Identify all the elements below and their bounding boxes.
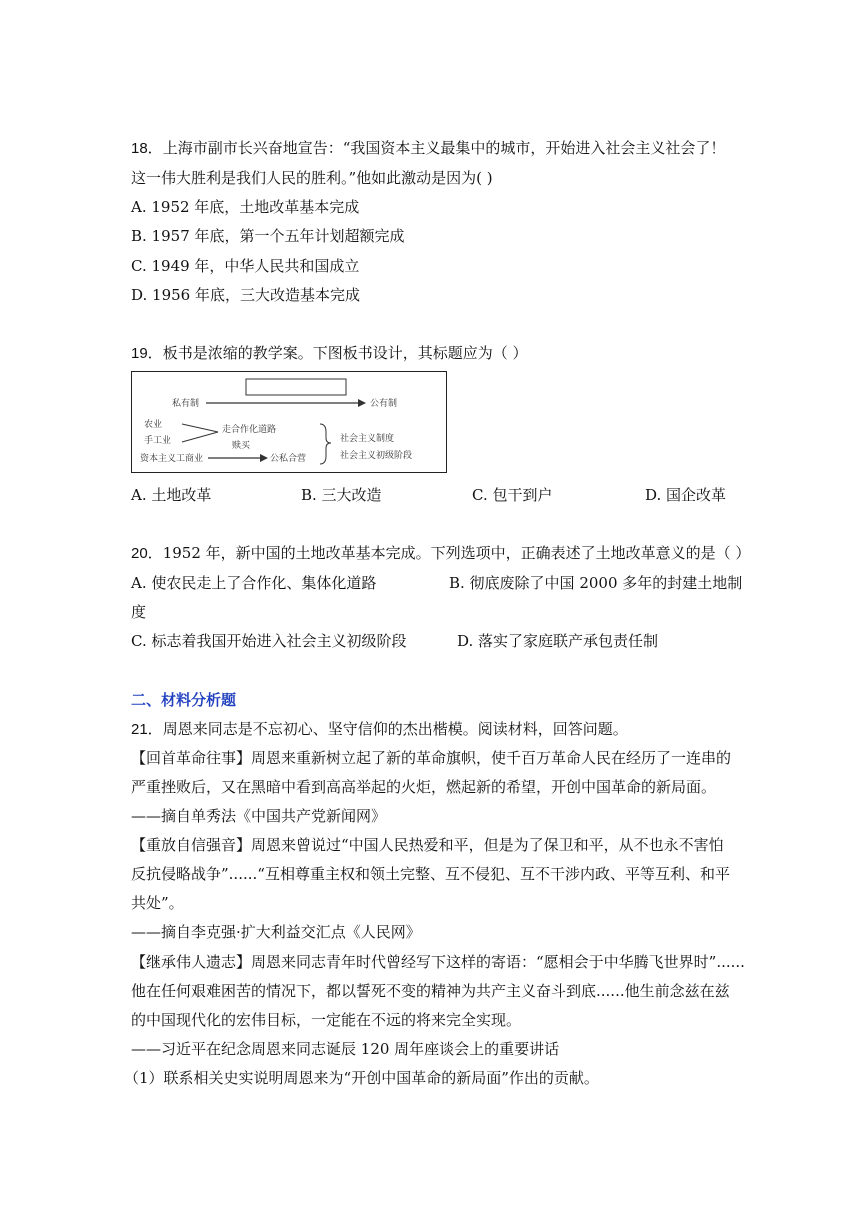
diagram-capitalist: 资本主义工商业 xyxy=(140,454,204,464)
q20-option-c[interactable]: C. 标志着我国开始进入社会主义初级阶段 xyxy=(131,632,407,650)
q21-stem xyxy=(131,719,628,740)
q21-source-2: ——摘自李克强·扩大利益交汇点《人民网》 xyxy=(131,923,421,941)
q18-stem-line2: 这一伟大胜利是我们人民的胜利。”他如此激动是因为( ) xyxy=(131,169,493,187)
q18-number: 18． xyxy=(131,140,163,157)
q18-option-b[interactable]: B. 1957 年底，第一个五年计划超额完成 xyxy=(131,227,405,245)
q21-stem-text: 周恩来同志是不忘初心、坚守信仰的杰出楷模。阅读材料，回答问题。 xyxy=(162,720,628,738)
q18-option-a[interactable]: A. 1952 年底，土地改革基本完成 xyxy=(131,198,360,216)
q21-material-1-line1: 【回首革命往事】周恩来重新树立起了新的革命旗帜，使千百万革命人民在经历了一连串的 xyxy=(131,749,732,767)
diagram-buyout: 赎买 xyxy=(232,441,251,451)
q20-option-b-cont: 度 xyxy=(131,603,147,621)
q20-stem-text: 1952 年，新中国的土地改革基本完成。下列选项中，正确表述了土地改革意义的是（ ） xyxy=(162,544,751,562)
q18-option-c[interactable]: C. 1949 年，中华人民共和国成立 xyxy=(131,257,360,275)
q21-source-1: ——摘自单秀法《中国共产党新闻网》 xyxy=(131,807,387,825)
q20-option-d[interactable]: D. 落实了家庭联产承包责任制 xyxy=(457,632,659,650)
q21-source-3: ——习近平在纪念周恩来同志诞辰 120 周年座谈会上的重要讲话 xyxy=(131,1040,560,1058)
diagram-handicraft: 手工业 xyxy=(144,436,172,446)
q21-material-1-line2: 严重挫败后，又在黑暗中看到高高举起的火炬，燃起新的希望，开创中国革命的新局面。 xyxy=(131,778,717,796)
diagram-private: 私有制 xyxy=(172,399,200,409)
q19-option-b[interactable]: B. 三大改造 xyxy=(301,486,382,504)
q19-option-d[interactable]: D. 国企改革 xyxy=(645,486,727,504)
diagram-public: 公有制 xyxy=(370,399,398,409)
q20-stem xyxy=(131,543,750,564)
q19-stem xyxy=(131,343,527,364)
diagram-primary-stage: 社会主义初级阶段 xyxy=(340,451,413,461)
section-heading: 二、材料分析题 xyxy=(131,691,237,709)
q21-number: 21． xyxy=(131,721,163,738)
q18-stem-text: 上海市副市长兴奋地宣告：“我国资本主义最集中的城市，开始进入社会主义社会了！ xyxy=(162,139,726,157)
q19-stem-text: 板书是浓缩的教学案。下图板书设计，其标题应为（ ） xyxy=(162,344,528,362)
diagram-coop-path: 走合作化道路 xyxy=(222,425,277,435)
title-blank-box xyxy=(246,379,346,395)
q21-material-3-line3: 的中国现代化的宏伟目标，一定能在不远的将来完全实现。 xyxy=(131,1011,522,1029)
q20-option-b[interactable]: B. 彻底废除了中国 2000 多年的封建土地制 xyxy=(449,574,743,592)
coop-chevron xyxy=(182,424,218,442)
q21-material-2-line1: 【重放自信强音】周恩来曾说过“中国人民热爱和平，但是为了保卫和平，从不也永不害怕 xyxy=(131,836,724,854)
q21-material-2-line3: 共处”。 xyxy=(131,894,184,912)
brace xyxy=(320,424,331,464)
board-diagram xyxy=(131,371,447,473)
diagram-socialist-system: 社会主义制度 xyxy=(340,434,395,444)
q19-option-c[interactable]: C. 包干到户 xyxy=(472,486,553,504)
q21-material-2-line2: 反抗侵略战争”......“互相尊重主权和领土完整、互不侵犯、互不干涉内政、平等互利、和平 xyxy=(131,865,730,883)
q21-material-3-line1: 【继承伟人遗志】周恩来同志青年时代曾经写下这样的寄语：“愿相会于中华腾飞世界时”...... xyxy=(131,953,745,971)
q20-option-a[interactable]: A. 使农民走上了合作化、集体化道路 xyxy=(131,574,377,592)
diagram-agriculture: 农业 xyxy=(144,420,163,430)
q20-number: 20． xyxy=(131,545,163,562)
diagram-joint: 公私合营 xyxy=(270,454,307,464)
q18-stem-line1 xyxy=(131,138,725,159)
q21-subquestion-1: （1）联系相关史实说明周恩来为“开创中国革命的新局面”作出的贡献。 xyxy=(124,1069,599,1087)
q19-number: 19． xyxy=(131,345,163,362)
q18-option-d[interactable]: D. 1956 年底，三大改造基本完成 xyxy=(131,286,360,304)
q21-material-3-line2: 他在任何艰难困苦的情况下，都以誓死不变的精神为共产主义奋斗到底......他生前念兹在兹 xyxy=(131,982,730,1000)
q19-option-a[interactable]: A. 土地改革 xyxy=(131,486,212,504)
